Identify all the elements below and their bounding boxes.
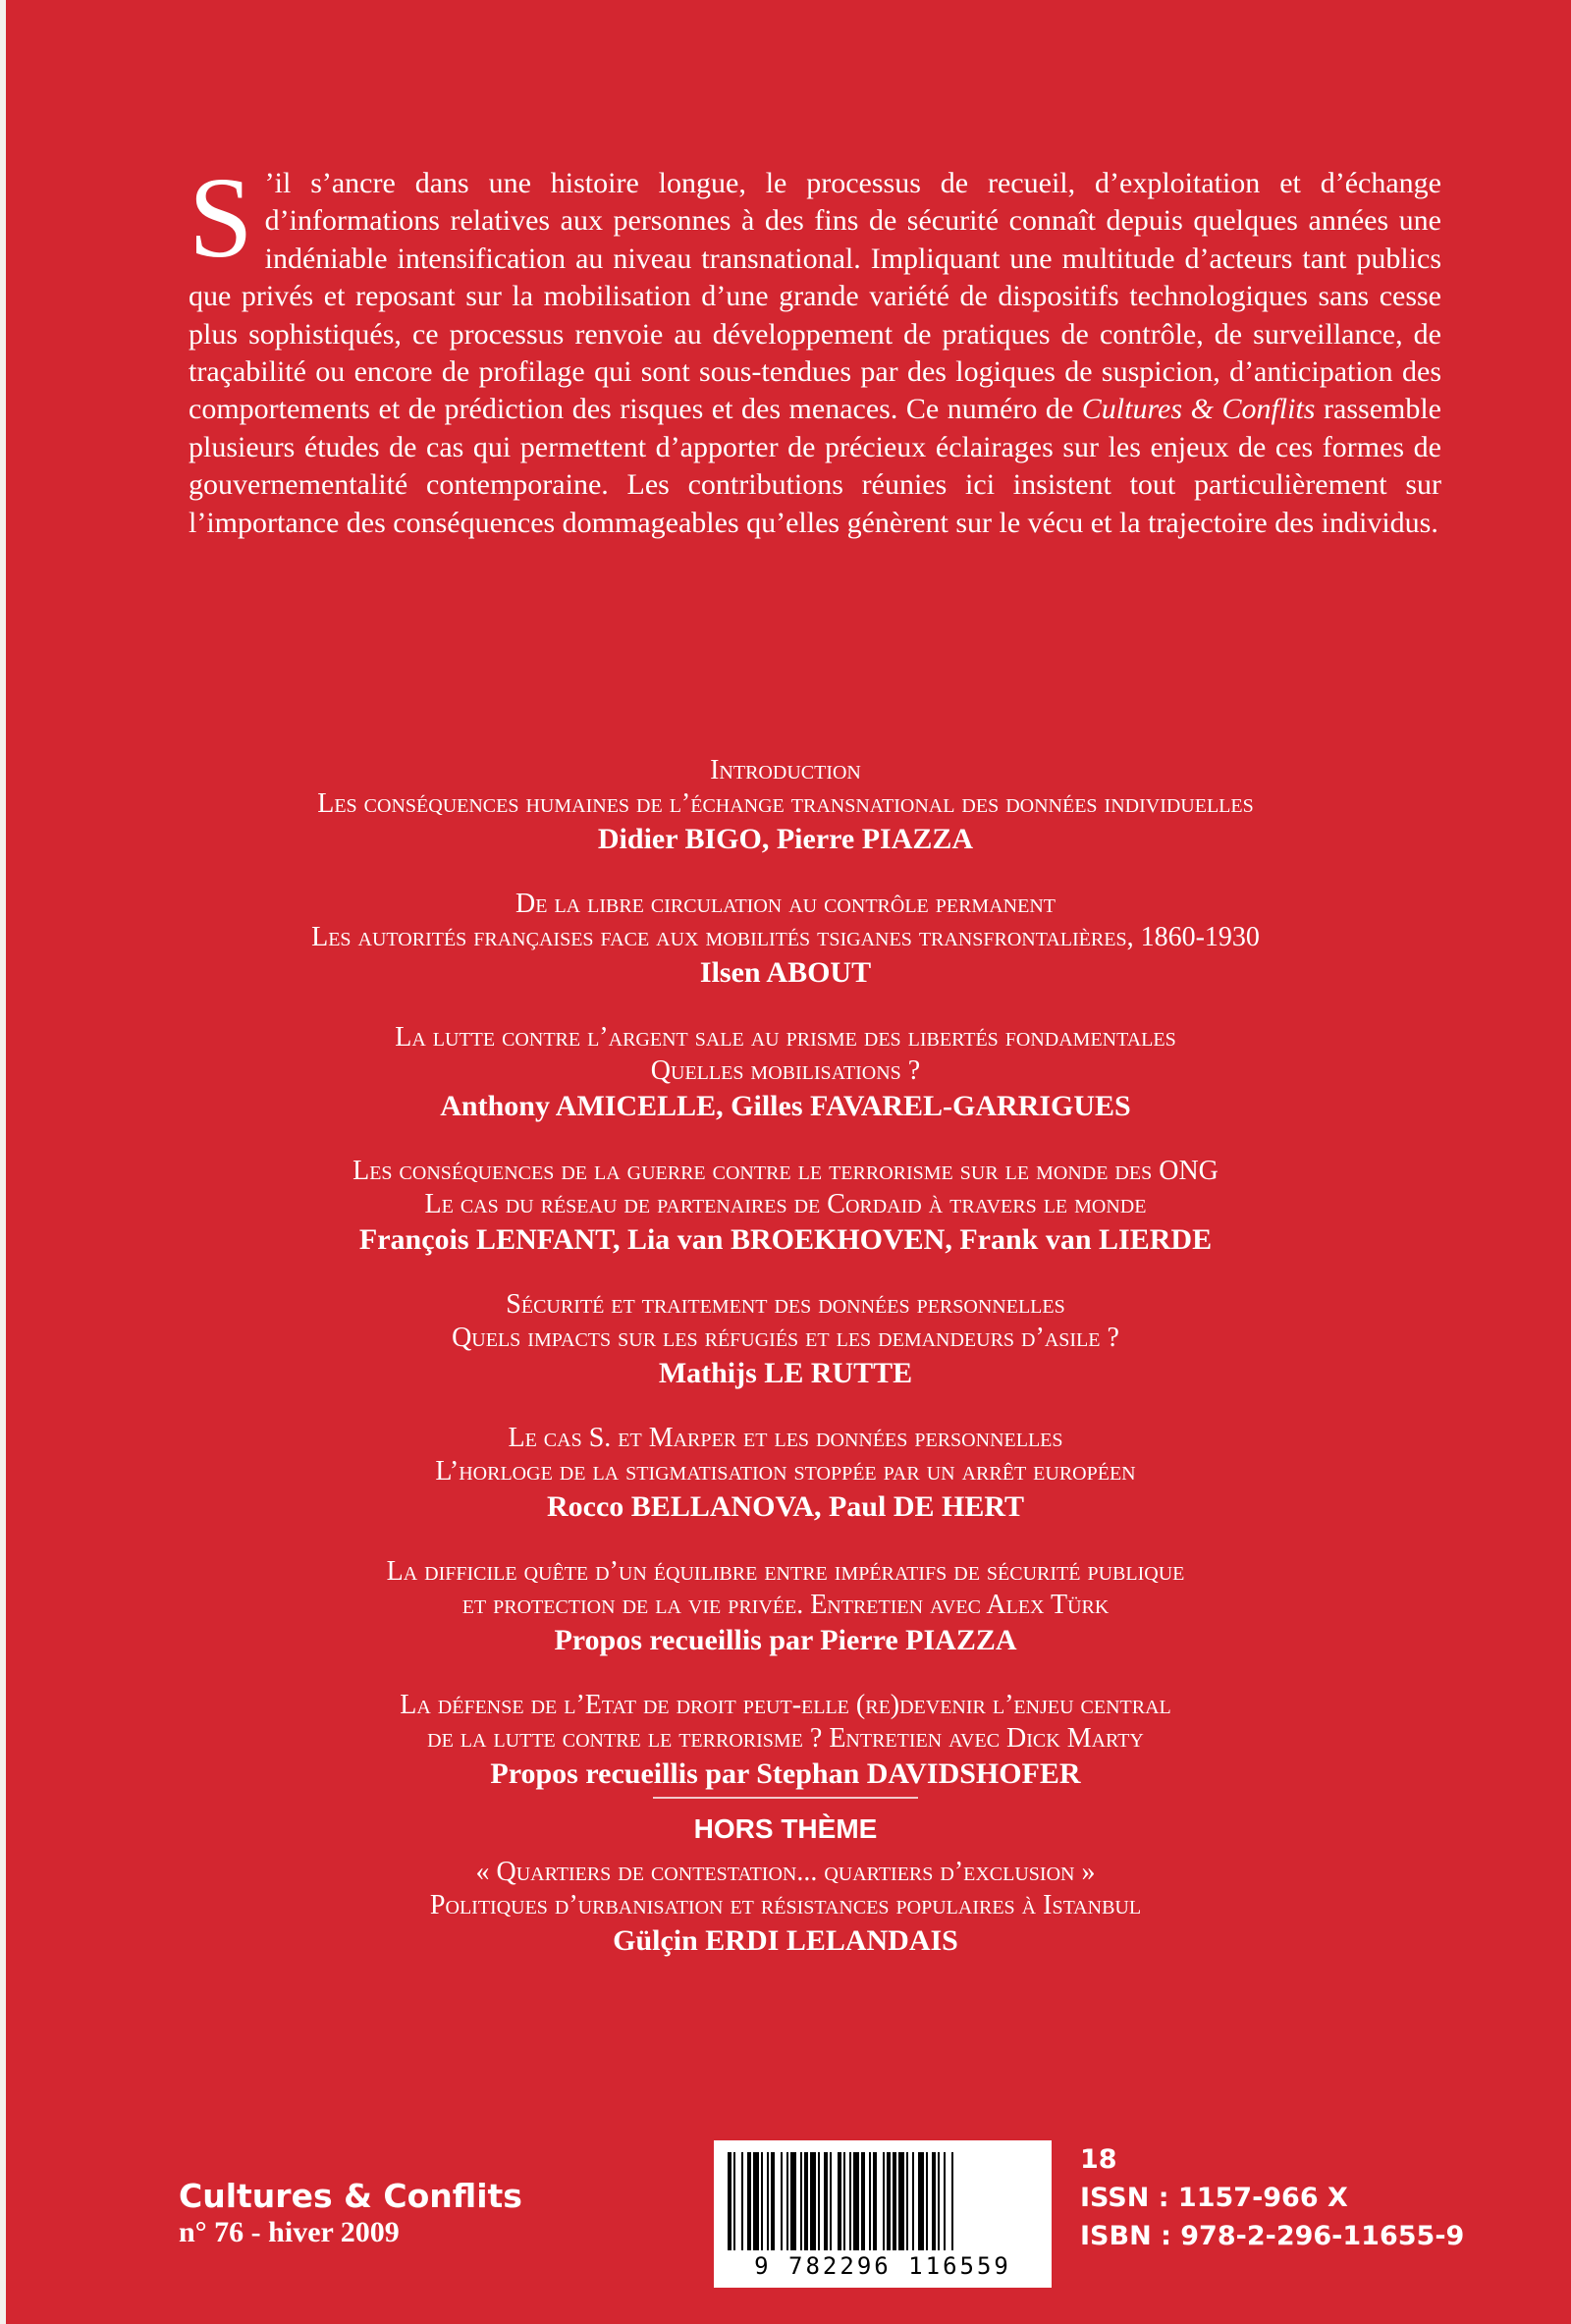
toc-entry-title: La défense de l’Etat de droit peut-elle (re)devenir l’enjeu central: [400, 1690, 1171, 1720]
barcode-bar: [728, 2152, 731, 2250]
barcode-bar: [733, 2152, 735, 2250]
toc-entry-authors: Ilsen ABOUT: [699, 956, 872, 989]
barcode-bar: [873, 2152, 877, 2250]
toc-entry-subtitle: Politiques d’urbanisation et résistances populaires à Istanbul: [429, 1890, 1142, 1920]
toc-entry: [0, 754, 1571, 858]
toc-entry-authors: Gülçin ERDI LELANDAIS: [613, 1924, 958, 1957]
barcode-bar: [767, 2152, 769, 2250]
toc-entry-subtitle: Quels impacts sur les réfugiés et les demandeurs d’asile ?: [452, 1323, 1119, 1353]
toc-entry-authors: Didier BIGO, Pierre PIAZZA: [597, 823, 974, 855]
toc-entry-authors: Propos recueillis par Pierre PIAZZA: [554, 1624, 1017, 1656]
barcode: [714, 2140, 1052, 2288]
toc-entry-title: Les conséquences de la guerre contre le terrorisme sur le monde des ONG: [352, 1156, 1219, 1186]
barcode-bar: [810, 2152, 816, 2250]
barcode-bar: [830, 2152, 832, 2250]
toc-entry-title: « Quartiers de contestation... quartiers d’exclusion »: [475, 1857, 1096, 1887]
barcode-bar: [918, 2152, 924, 2250]
toc-entry: [0, 1555, 1571, 1659]
barcode-bar: [804, 2152, 808, 2250]
hors-theme-heading: HORS THÈME: [693, 1813, 878, 1844]
barcode-bar: [932, 2152, 936, 2250]
barcode-bar: [843, 2152, 845, 2250]
barcode-bar: [938, 2152, 940, 2250]
toc-entry-title: La difficile quête d’un équilibre entre impératifs de sécurité publique: [386, 1556, 1185, 1587]
toc-entry-hors-theme: [0, 1856, 1571, 1960]
intro-paragraph: [189, 153, 1441, 542]
intro-text-part1: ’il s’ancre dans une histoire longue, le processus de recueil, d’exploitation et d’échange d’informations relatives aux personnes à des fins de sécurité connaît depuis quelques années une indéniable intensification au niveau transnational. Impliquant une multitude d’acteurs tant publics que privés et reposant sur la mobilisation d’une grande variété de dispositifs technologiques sans cesse plus sophistiqués, ce processus renvoie au développement de pratiques de contrôle, de surveillance, de traçabilité ou encore de profilage qui sont sous-tendues par des logiques de suspicion, d’anticipation des comportements et de prédiction des risques et des menaces. Ce numéro de: [189, 167, 1441, 426]
toc-entry-title: Introduction: [710, 755, 861, 785]
table-of-contents: [0, 754, 1571, 1989]
barcode-bar: [741, 2152, 743, 2250]
toc-entry-subtitle: et protection de la vie privée. Entretien avec Alex Türk: [461, 1590, 1110, 1620]
barcode-bar: [786, 2152, 788, 2250]
barcode-bar: [893, 2152, 896, 2250]
isbn: ISBN : 978-2-296-11655-9: [1080, 2221, 1465, 2251]
barcode-bar: [883, 2152, 885, 2250]
toc-entry-subtitle: Quelles mobilisations ?: [650, 1055, 921, 1086]
barcode-bar: [849, 2152, 851, 2250]
barcode-bar: [912, 2152, 914, 2250]
barcode-bar: [861, 2152, 865, 2250]
barcode-bar: [771, 2152, 775, 2250]
barcode-number: 9 782296 116559: [754, 2252, 1011, 2280]
barcode-bars: [728, 2152, 1038, 2250]
toc-entry-subtitle: L’horloge de la stigmatisation stoppée par un arrêt européen: [435, 1456, 1136, 1486]
toc-entry-title: Sécurité et traitement des données personnelles: [506, 1289, 1065, 1320]
barcode-bar: [887, 2152, 891, 2250]
toc-entry: [0, 888, 1571, 992]
toc-entry-subtitle: Les conséquences humaines de l’échange transnational des données individuelles: [317, 788, 1254, 819]
barcode-bar: [898, 2152, 904, 2250]
barcode-bar: [781, 2152, 783, 2250]
intro-text-part2: rassemble plusieurs études de cas qui permettent d’apporter de précieux éclairages sur les enjeux de ces formes de gouvernementalité contemporaine. Les contributions réunies ici insistent tout particulièrement sur l’importance des conséquences dommageables qu’elles génèrent sur le vécu et la trajectoire des individus.: [189, 393, 1441, 539]
toc-entry-title: De la libre circulation au contrôle permanent: [515, 889, 1056, 919]
price-code: 18: [1080, 2144, 1117, 2175]
barcode-bar: [818, 2152, 820, 2250]
toc-entry: [0, 1021, 1571, 1125]
barcode-bar: [747, 2152, 751, 2250]
barcode-bar: [906, 2152, 908, 2250]
section-divider: [653, 1797, 918, 1799]
barcode-bar: [869, 2152, 871, 2250]
toc-entry: [0, 1422, 1571, 1526]
publication-codes: [1080, 2140, 1464, 2255]
barcode-bar: [753, 2152, 759, 2250]
barcode-bar: [838, 2152, 841, 2250]
barcode-bar: [944, 2152, 946, 2250]
toc-entry-authors: Mathijs LE RUTTE: [658, 1357, 913, 1389]
barcode-bar: [951, 2152, 953, 2250]
barcode-bar: [761, 2152, 763, 2250]
barcode-bar: [853, 2152, 859, 2250]
toc-entry-title: La lutte contre l’argent sale au prisme des libertés fondamentales: [395, 1022, 1176, 1053]
toc-entry: [0, 1155, 1571, 1259]
issn: ISSN : 1157-966 X: [1080, 2183, 1348, 2213]
intro-journal-title: Cultures & Conflits: [1081, 393, 1316, 426]
barcode-bar: [926, 2152, 928, 2250]
toc-entry-authors: Rocco BELLANOVA, Paul DE HERT: [547, 1490, 1024, 1523]
issue-number: n° 76 - hiver 2009: [179, 2216, 400, 2248]
journal-name: Cultures & Conflits: [179, 2177, 522, 2215]
toc-entry-title: Le cas S. et Marper et les données personnelles: [508, 1423, 1063, 1453]
toc-entry: [0, 1288, 1571, 1392]
drop-cap: S: [189, 153, 253, 282]
toc-entry-subtitle: Les autorités françaises face aux mobilités tsiganes transfrontalières, 1860-1930: [311, 922, 1260, 952]
barcode-bar: [790, 2152, 796, 2250]
barcode-bar: [800, 2152, 802, 2250]
barcode-bar: [824, 2152, 828, 2250]
toc-entry-authors: Propos recueillis par Stephan DAVIDSHOFER: [490, 1757, 1081, 1790]
toc-entry-authors: Anthony AMICELLE, Gilles FAVAREL-GARRIGUES: [440, 1090, 1131, 1122]
toc-entry-subtitle: de la lutte contre le terrorisme ? Entretien avec Dick Marty: [427, 1723, 1144, 1754]
toc-entry: [0, 1689, 1571, 1793]
toc-entry-subtitle: Le cas du réseau de partenaires de Cordaid à travers le monde: [424, 1189, 1147, 1219]
toc-entry-authors: François LENFANT, Lia van BROEKHOVEN, Frank van LIERDE: [358, 1223, 1213, 1256]
